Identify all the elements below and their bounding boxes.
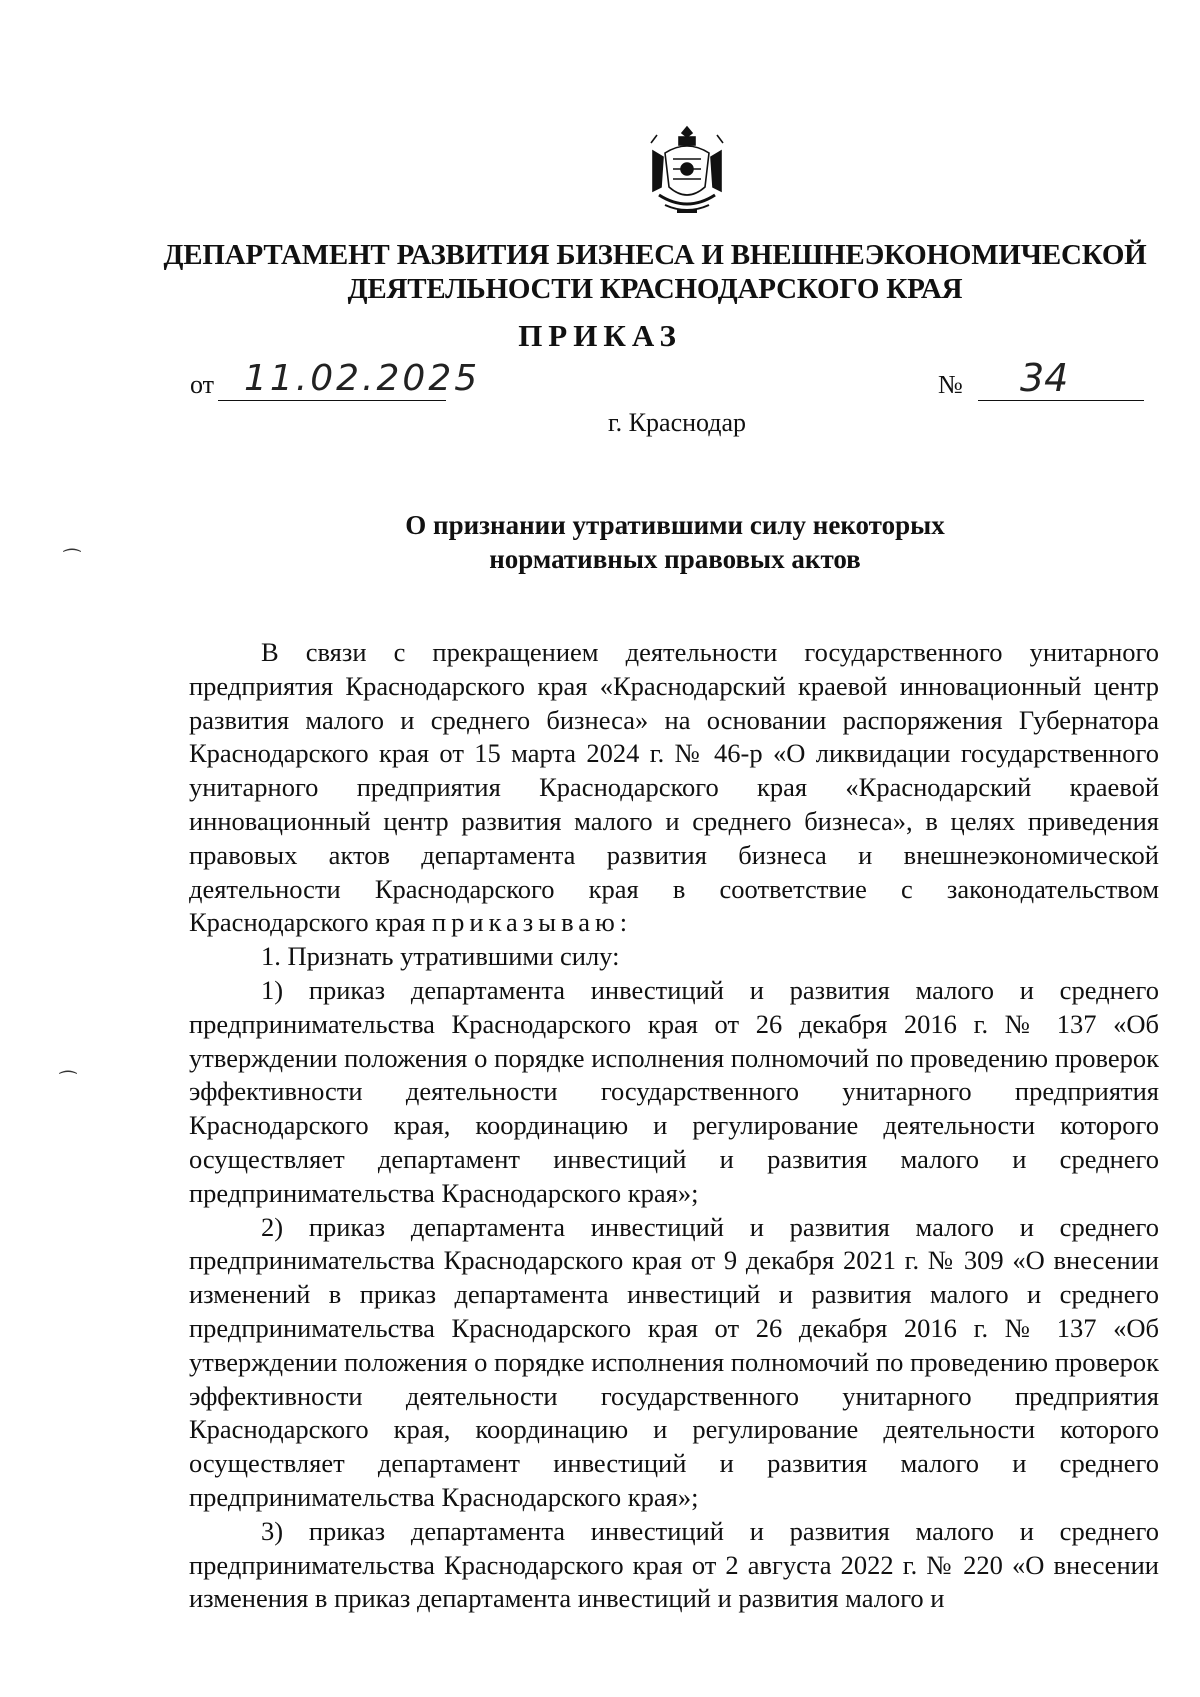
- preamble-text: В связи с прекращением деятельности государственного унитарного предприятия Краснодарского края «Краснодарский краевой инновационный центр развития малого и среднего бизнеса» на основании распоряжения Губернатора Краснодарского края от 15 марта 2024 г. № 46-р «О ликвидации государственного унитарного предприятия Краснодарского края «Краснодарский краевой инновационный центр развития малого и среднего бизнеса», в целях приведения правовых актов департамента развития бизнеса и внешнеэкономической деятельности Краснодарского края в соответствие с законодательством Краснодарского края: [189, 637, 1159, 938]
- scan-mark: ⁀: [64, 550, 81, 572]
- list-item-3: 3) приказ департамента инвестиций и развития малого и среднего предпринимательства Краснодарского края от 2 августа 2022 г. № 220 «О внесении изменения в приказ департамента инвестиций и развития малого и: [189, 1515, 1159, 1614]
- preamble-paragraph: [189, 636, 1159, 940]
- subject-line-2: нормативных правовых актов: [489, 544, 861, 574]
- point-1: 1. Признать утратившими силу:: [261, 941, 620, 972]
- order-word: приказываю:: [431, 907, 633, 938]
- order-title: ПРИКАЗ: [518, 318, 682, 353]
- department-name-line-2: ДЕЯТЕЛЬНОСТИ КРАСНОДАРСКОГО КРАЯ: [347, 273, 963, 305]
- city-name: г. Краснодар: [607, 408, 747, 437]
- list-item-1: 1) приказ департамента инвестиций и развития малого и среднего предпринимательства Краснодарского края от 26 декабря 2016 г. № 137 «Об утверждении положения о порядке исполнения полномочий по проведению проверок эффективности деятельности государственного унитарного предприятия Краснодарского края, координацию и регулирование деятельности которого осуществляет департамент инвестиций и развития малого и среднего предпринимательства Краснодарского края»;: [189, 974, 1159, 1208]
- number-label: №: [938, 370, 963, 399]
- number-underline: [978, 400, 1144, 401]
- date-label: от: [190, 370, 215, 399]
- handwritten-date: 11.02.2025: [244, 358, 481, 399]
- date-underline: [218, 400, 446, 401]
- list-item-2: 2) приказ департамента инвестиций и развития малого и среднего предпринимательства Краснодарского края от 9 декабря 2021 г. № 309 «О внесении изменений в приказ департамента инвестиций и развития малого и среднего предпринимательства Краснодарского края от 26 декабря 2016 г. № 137 «Об утверждении положения о порядке исполнения полномочий по проведению проверок эффективности деятельности государственного унитарного предприятия Краснодарского края, координацию и регулирование деятельности которого осуществляет департамент инвестиций и развития малого и среднего предпринимательства Краснодарского края»;: [189, 1211, 1159, 1512]
- handwritten-number: 34: [1020, 356, 1069, 400]
- subject-line-1: О признании утратившими силу некоторых: [405, 510, 945, 540]
- document-body: [189, 636, 1159, 1616]
- department-name-line-1: ДЕПАРТАМЕНТ РАЗВИТИЯ БИЗНЕСА И ВНЕШНЕЭКОНОМИЧЕСКОЙ: [163, 239, 1147, 271]
- coat-of-arms-emblem: [645, 125, 729, 221]
- scan-mark: ⁀: [60, 1072, 77, 1094]
